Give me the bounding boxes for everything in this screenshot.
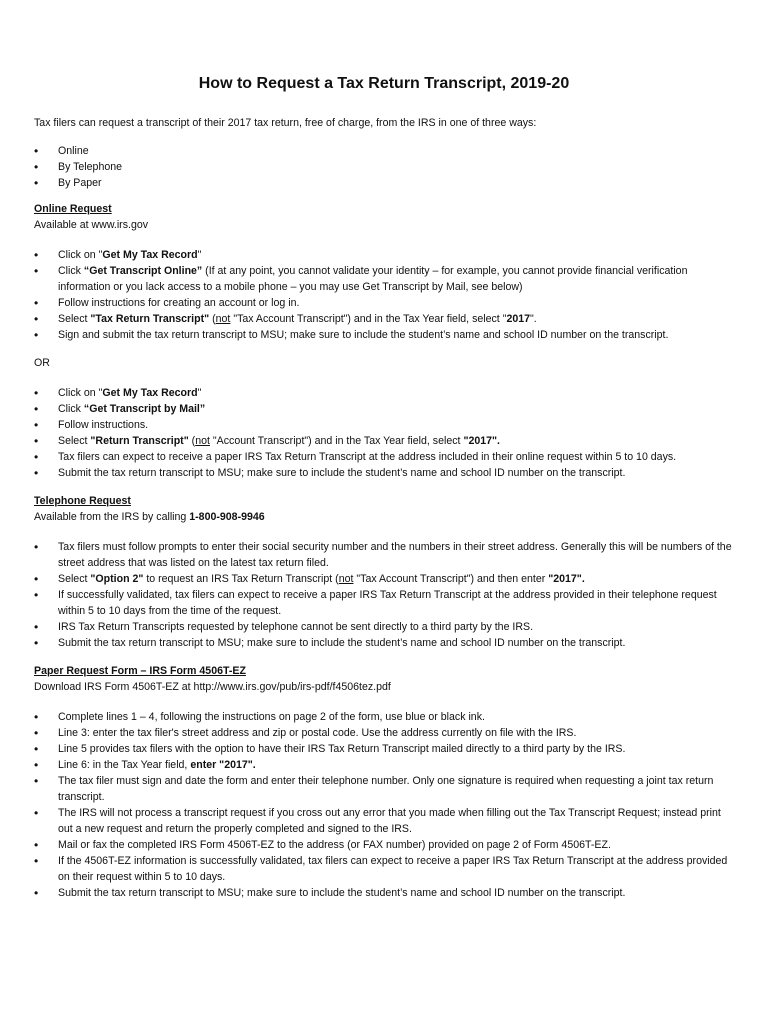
item-text-pre: Line 5 provides tax filers with the option to have their IRS Tax Return Transcript mailed directly to a third party by the IRS. <box>58 743 626 755</box>
item-text-pre: Complete lines 1 – 4, following the instructions on page 2 of the form, use blue or black ink. <box>58 711 485 723</box>
item-text-pre: If successfully validated, tax filers can expect to receive a paper IRS Tax Return Transcript at the address provided in their telephone request within 5 to 10 days from the time of the request. <box>58 589 717 617</box>
item-text-b: enter "2017". <box>190 759 256 771</box>
item-text-pre: Click <box>58 403 84 415</box>
item-text-pre: Submit the tax return transcript to MSU; make sure to include the student’s name and school ID number on the transcript. <box>58 637 626 649</box>
item-text-pre: Submit the tax return transcript to MSU; make sure to include the student’s name and school ID number on the transcript. <box>58 467 626 479</box>
item-text-mid1: to request an IRS Tax Return Transcript ( <box>143 573 339 585</box>
list-item <box>34 725 734 741</box>
item-text-b2: "2017". <box>548 573 585 585</box>
list-item <box>34 741 734 757</box>
list-item <box>34 885 734 901</box>
item-text-b2: 2017 <box>506 313 531 325</box>
list-item <box>34 247 734 263</box>
online-steps-list <box>34 247 734 343</box>
item-text-post: " <box>197 387 202 399</box>
online-request-heading: Online Request <box>34 203 112 215</box>
item-text-pre: Mail or fax the completed IRS Form 4506T-EZ to the address (or FAX number) provided on page 2 of Form 4506T-EZ. <box>58 839 611 851</box>
item-text-b: “Get Transcript by Mail” <box>83 403 206 415</box>
item-text-pre: The tax filer must sign and date the form and enter their telephone number. Only one signature is required when requesting a joint tax return transcript. <box>58 775 714 803</box>
list-item <box>34 417 734 433</box>
item-text-u: not <box>338 573 354 585</box>
item-text-pre: The IRS will not process a transcript request if you cross out any error that you made when filling out the Tax Transcript Request; instead print out a new request and return the properly completed and signed to the IRS. <box>58 807 721 835</box>
item-text-pre: Click on " <box>58 387 103 399</box>
item-text-mid2: "Tax Account Transcript") and then enter <box>353 573 549 585</box>
list-item <box>34 773 734 805</box>
paper-request-heading: Paper Request Form – IRS Form 4506T-EZ <box>34 665 246 677</box>
item-text-b: "Return Transcript" <box>90 435 189 447</box>
item-text-mid1: ( <box>209 313 216 325</box>
item-text-pre: Line 6: in the Tax Year field, <box>58 759 191 771</box>
list-item <box>34 837 734 853</box>
list-item <box>34 587 734 619</box>
item-text-u: not <box>195 435 210 447</box>
paper-download-text: Download IRS Form 4506T-EZ at http://www.irs.gov/pub/irs-pdf/f4506tez.pdf <box>34 681 391 693</box>
list-item <box>34 635 734 651</box>
item-text-pre: Select <box>58 313 91 325</box>
list-item <box>34 805 734 837</box>
item-text-b: Get My Tax Record <box>102 387 198 399</box>
or-separator: OR <box>34 357 50 369</box>
list-item <box>34 449 734 465</box>
item-text-pre: Tax filers must follow prompts to enter their social security number and the numbers in their street address. Generally this will be numbers of the street address that was listed on the latest tax return filed. <box>58 541 732 569</box>
item-text-u: not <box>215 313 231 325</box>
item-text-post: (If at any point, you cannot validate your identity – for example, you cannot provide financial verification information or you lack access to a mobile phone – you may use Get Transcript by Mail, see below) <box>58 265 688 293</box>
list-item: • Online <box>34 143 734 159</box>
phone-number: 1-800-908-9946 <box>189 511 265 523</box>
item-text-pre: Click <box>58 265 84 277</box>
item-text-pre: Submit the tax return transcript to MSU; make sure to include the student’s name and school ID number on the transcript. <box>58 887 626 899</box>
item-text-pre: Line 3: enter the tax filer's street address and zip or postal code. Use the address currently on file with the IRS. <box>58 727 577 739</box>
item-text-b: "Option 2" <box>90 573 144 585</box>
list-item <box>34 401 734 417</box>
telephone-available-text <box>34 509 734 525</box>
list-item <box>34 385 734 401</box>
item-text-post: ". <box>530 313 537 325</box>
list-item <box>34 433 734 449</box>
item-text-pre: Click on " <box>58 249 103 261</box>
item-text-mid1: ( <box>188 435 196 447</box>
item-text-pre: If the 4506T-EZ information is successfully validated, tax filers can expect to receive a paper IRS Tax Return Transcript at the address provided on their request within 5 to 10 days. <box>58 855 728 883</box>
list-item <box>34 571 734 587</box>
item-text-b: Get My Tax Record <box>102 249 198 261</box>
item-text-b: "Tax Return Transcript" <box>90 313 210 325</box>
list-item <box>34 263 734 295</box>
list-item <box>34 709 734 725</box>
ways-list <box>34 143 734 191</box>
item-text-pre: Follow instructions for creating an account or log in. <box>58 297 300 309</box>
item-text-pre: IRS Tax Return Transcripts requested by telephone cannot be sent directly to a third party by the IRS. <box>58 621 534 633</box>
item-text-pre: Select <box>58 573 91 585</box>
page-title: How to Request a Tax Return Transcript, 2019-20 <box>198 75 570 92</box>
item-text-b2: "2017". <box>463 435 500 447</box>
item-text-pre: Sign and submit the tax return transcript to MSU; make sure to include the student’s name and school ID number on the transcript. <box>58 329 669 341</box>
telephone-available-label: Available from the IRS by calling <box>34 511 190 523</box>
item-text-mid2: "Account Transcript") and in the Tax Year field, select <box>209 435 464 447</box>
list-item: • By Paper <box>34 175 734 191</box>
online-available-text: Available at www.irs.gov <box>34 219 149 231</box>
list-item <box>34 311 734 327</box>
item-text-pre: Follow instructions. <box>58 419 149 431</box>
item-text-mid2: "Tax Account Transcript") and in the Tax Year field, select " <box>230 313 507 325</box>
paper-steps-list <box>34 709 734 901</box>
list-item <box>34 295 734 311</box>
list-item <box>34 853 734 885</box>
item-text-post: " <box>197 249 202 261</box>
list-item <box>34 757 734 773</box>
list-item: • By Telephone <box>34 159 734 175</box>
list-item <box>34 465 734 481</box>
item-text-b: “Get Transcript Online” <box>83 265 203 277</box>
mail-steps-list <box>34 385 734 481</box>
item-text-pre: Tax filers can expect to receive a paper IRS Tax Return Transcript at the address included in their online request within 5 to 10 days. <box>58 451 677 463</box>
list-item <box>34 539 734 571</box>
intro-text: Tax filers can request a transcript of their 2017 tax return, free of charge, from the IRS in one of three ways: <box>34 117 537 129</box>
telephone-steps-list <box>34 539 734 651</box>
telephone-request-heading: Telephone Request <box>34 495 131 507</box>
item-text-pre: Select <box>58 435 91 447</box>
list-item <box>34 327 734 343</box>
list-item <box>34 619 734 635</box>
